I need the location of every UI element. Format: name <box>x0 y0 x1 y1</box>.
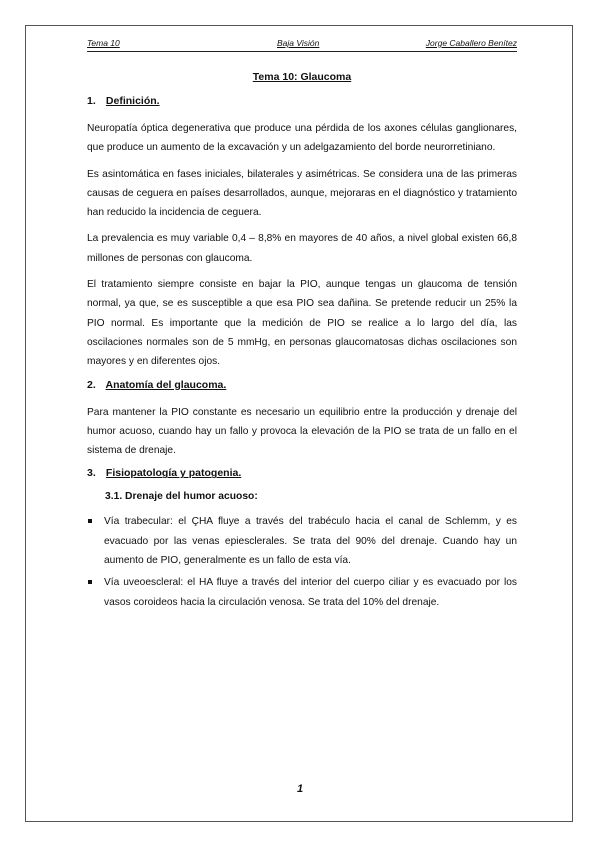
paragraph: Para mantener la PIO constante es necesario un equilibrio entre la producción y drenaje del humor acuoso, cuando hay un fallo y provoca la elevación de la PIO se trata de un fallo en el sistema de drenaje. <box>87 406 517 457</box>
section-heading-fisiopatologia <box>87 467 517 479</box>
header-topic: Tema 10 <box>87 38 120 48</box>
page-header <box>87 37 517 52</box>
header-subject: Baja Visión <box>277 38 320 48</box>
section-heading-definicion <box>87 95 517 107</box>
bullet-square-icon <box>88 519 92 523</box>
paragraph: Neuropatía óptica degenerativa que produce una pérdida de los axones células ganglionares, que produce un aumento de la excavación y un adelgazamiento del borde neurorretiniano. <box>87 123 517 154</box>
list-item-text: Vía trabecular: el ÇHA fluye a través del trabéculo hacia el canal de Schlemm, y es evacuado por las venas epiesclerales. Se trata del 90% del drenaje. Cuando hay un aumento de PIO, generalmente es un fallo de esta vía. <box>104 516 517 567</box>
list-item <box>87 512 517 570</box>
section-number: 2. <box>87 378 96 391</box>
section-number: 3. <box>87 467 96 480</box>
header-author: Jorge Caballero Benítez <box>425 38 517 48</box>
list-item <box>87 573 517 612</box>
bullet-square-icon <box>88 580 92 584</box>
page-number: 1 <box>296 783 304 795</box>
paragraph: Es asintomática en fases iniciales, bilaterales y asimétricas. Se considera una de las primeras causas de ceguera en países desarrollados, aunque, mejoraras en el diagnóstico y tratamiento han reducido la incidencia de ceguera. <box>87 168 517 219</box>
bullet-list <box>87 512 517 611</box>
section-label: Definición. <box>105 95 160 107</box>
paragraph: El tratamiento siempre consiste en bajar la PIO, aunque tengas un glaucoma de tensión normal, ya que, se es susceptible a que esa PIO sea dañina. Se pretende reducir un 25% la PIO normal. Es importante que la medición de PIO se realice a lo largo del día, las oscilaciones normales son de 5 mmHg, en personas glaucomatosas dichas oscilaciones son mayores y en diferentes ojos. <box>87 279 517 368</box>
paragraph: La prevalencia es muy variable 0,4 – 8,8% en mayores de 40 años, a nivel global existen 66,8 millones de personas con glaucoma. <box>87 233 517 264</box>
document-title: Tema 10: Glaucoma <box>252 71 352 83</box>
section-number: 1. <box>87 95 96 107</box>
section-heading-anatomia <box>87 379 517 391</box>
section-label: Fisiopatología y patogenia. <box>105 467 242 480</box>
list-item-text: Vía uveoescleral: el HA fluye a través del interior del cuerpo ciliar y es evacuado por los vasos coroideos hacia la circulación venosa. Se trata del 10% del drenaje. <box>104 577 517 608</box>
document-body <box>87 71 517 615</box>
section-label: Anatomía del glaucoma. <box>105 378 227 391</box>
subsection-heading: 3.1. Drenaje del humor acuoso: <box>105 491 258 503</box>
